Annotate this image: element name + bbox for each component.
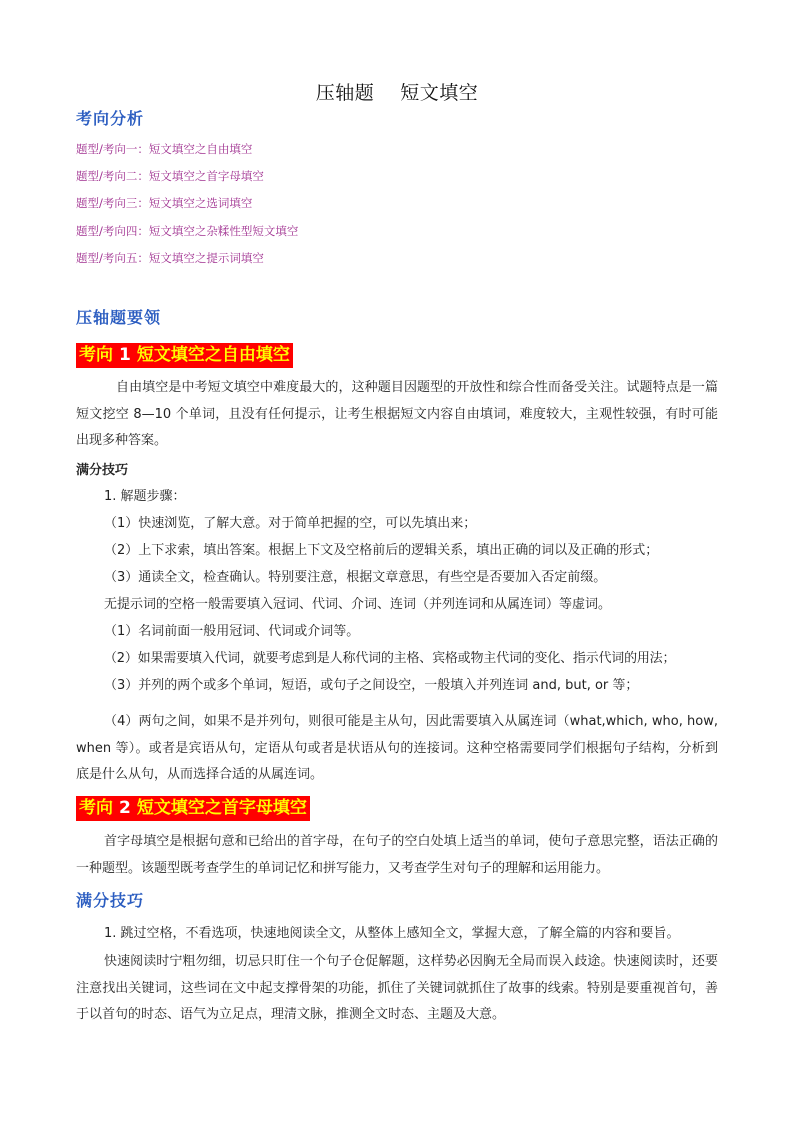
section2-num: 2 <box>119 798 131 818</box>
step-item: （2）上下求索，填出答案。根据上下文及空格前后的逻辑关系，填出正确的词以及正确的形式； <box>104 543 659 558</box>
rule-item: （1）名词前面一般用冠词、代词或介词等。 <box>104 624 360 639</box>
title-main: 压轴题 <box>315 82 375 104</box>
rule-item: （2）如果需要填入代词，就要考虑到是人称代词的主格、宾格或物主代词的变化、指示代词的用法； <box>104 651 676 666</box>
section1-note: 无提示词的空格一般需要填入冠词、代词、介词、连词（并列连词和从属连词）等虚词。 <box>104 597 612 612</box>
step-item: （3）通读全文，检查确认。特别要注意，根据文章意思，有些空是否要加入否定前缀。 <box>104 570 607 585</box>
section2-label: 考向 <box>79 798 113 818</box>
rule-item: （3）并列的两个或多个单词，短语，或句子之间设空，一般填入并列连词 and, but, or 等； <box>104 678 639 693</box>
topic-item: 题型/考向一：短文填空之自由填空 <box>76 142 253 156</box>
topic-item: 题型/考向四：短文填空之杂糅性型短文填空 <box>76 223 299 238</box>
section2-tips-heading: 满分技巧 <box>76 891 145 910</box>
section1-intro: 自由填空是中考短文填空中难度最大的，这种题目因题型的开放性和综合性而备受关注。试题特点是一篇短文挖空 8—10 个单词，且没有任何提示，让考生根据短文内容自由填词，难度较大，主观性较强，有时可能出现多种答案。 <box>76 380 718 448</box>
step-item: （1）快速浏览，了解大意。对于简单把握的空，可以先填出来； <box>104 516 477 531</box>
kaoxiang-heading: 考向分析 <box>76 109 145 128</box>
section2-step1: 1. 跳过空格，不看选项，快速地阅读全文，从整体上感知全文，掌握大意，了解全篇的内容和要旨。 <box>104 926 680 941</box>
section1-step-title: 1. 解题步骤： <box>104 489 186 504</box>
topic-item: 题型/考向五：短文填空之提示词填空 <box>76 250 264 265</box>
section2-intro: 首字母填空是根据句意和已给出的首字母，在句子的空白处填上适当的单词，使句子意思完整，语法正确的一种题型。该题型既考查学生的单词记忆和拼写能力，又考查学生对句子的理解和运用能力。 <box>76 834 718 876</box>
section1-tips-heading: 满分技巧 <box>76 463 129 478</box>
rule-item-4: （4）两句之间，如果不是并列句，则很可能是主从句，因此需要填入从属连词（what,which, who, how, when 等）。或者是宾语从句，定语从句或者是状语从句的连接词。这种空格需要同学们根据句子结构，分析到底是什么从句，从而选择合适的从属连词。 <box>76 714 718 782</box>
section2-step1-detail: 快速阅读时宁粗勿细，切忌只盯住一个句子仓促解题，这样势必因胸无全局而误入歧途。快速阅读时，还要注意找出关键词，这些词在文中起支撑骨架的功能，抓住了关键词就抓住了故事的线索。特别是要重视首句，善于以首句的时态、语气为立足点，理清文脉，推测全文时态、主题及大意。 <box>76 954 718 1022</box>
topic-item: 题型/考向三：短文填空之选词填空 <box>76 196 253 211</box>
section2-heading <box>76 796 310 821</box>
section1-title: 短文填空之自由填空 <box>136 345 290 365</box>
section1-num: 1 <box>119 345 131 365</box>
page-title <box>0 78 794 105</box>
yaoling-heading: 压轴题要领 <box>76 308 162 327</box>
topic-item: 题型/考向二：短文填空之首字母填空 <box>76 169 264 184</box>
topic-list <box>76 140 298 276</box>
section2-title: 短文填空之首字母填空 <box>136 798 307 818</box>
section1-label: 考向 <box>79 345 113 365</box>
title-sub: 短文填空 <box>400 82 479 104</box>
section1-heading <box>76 343 293 368</box>
